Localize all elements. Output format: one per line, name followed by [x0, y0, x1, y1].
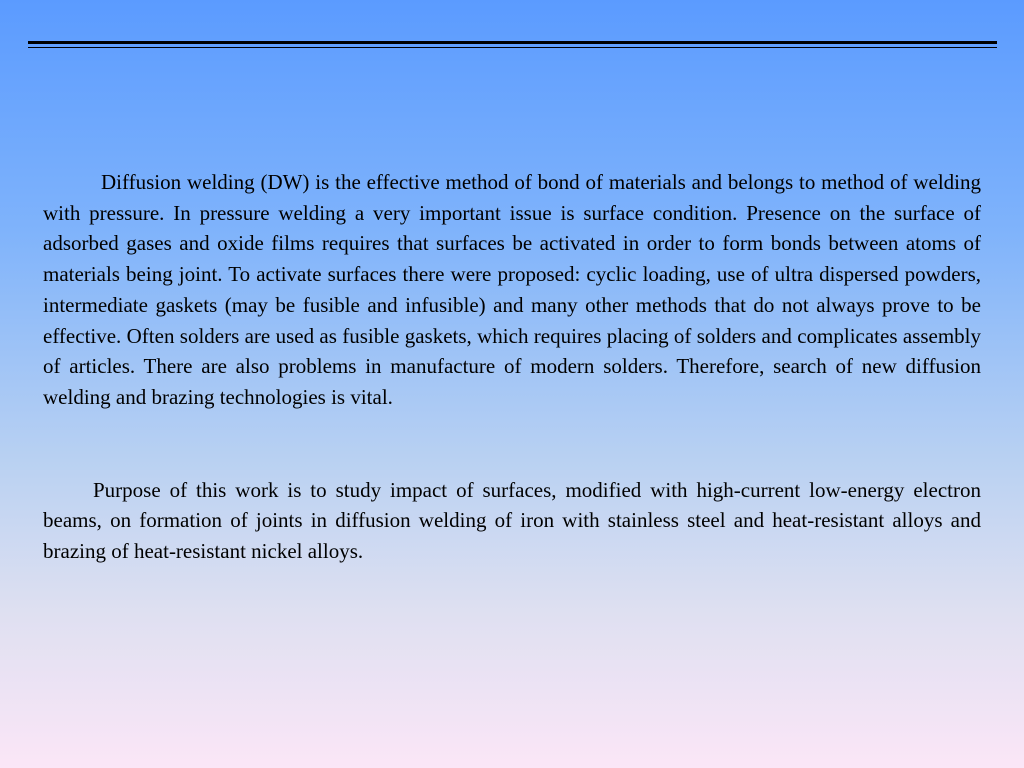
- slide-body: [43, 167, 981, 567]
- header-divider: [28, 41, 997, 44]
- header-divider-thin: [28, 47, 997, 48]
- paragraph-purpose: Purpose of this work is to study impact of surfaces, modified with high-current low-energy electron beams, on formation of joints in diffusion welding of iron with stainless steel and heat-resistant alloys and brazing of heat-resistant nickel alloys.: [43, 477, 981, 564]
- paragraph-intro: Diffusion welding (DW) is the effective method of bond of materials and belongs to method of welding with pressure. In pressure welding a very important issue is surface condition. Presence on the surface of adsorbed gases and oxide films requires that surfaces be activated in order to form bonds between atoms of materials being joint. To activate surfaces there were proposed: cyclic loading, use of ultra dispersed powders, intermediate gaskets (may be fusible and infusible) and many other methods that do not always prove to be effective. Often solders are used as fusible gaskets, which requires placing of solders and complicates assembly of articles. There are also problems in manufacture of modern solders. Therefore, search of new diffusion welding and brazing technologies is vital.: [43, 170, 981, 409]
